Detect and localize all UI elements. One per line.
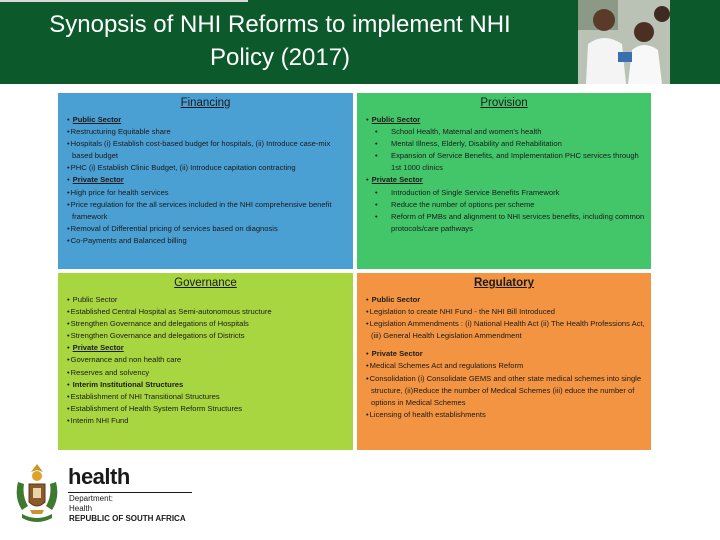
financing-public-heading: • Public Sector <box>64 114 347 126</box>
governance-private-item: • Reserves and solvency <box>64 367 347 379</box>
provision-private-heading: • Private Sector <box>363 174 645 186</box>
slide-title <box>20 8 540 74</box>
financing-private-item: • Removal of Differential pricing of services based on diagnosis <box>64 223 347 235</box>
financing-private-item: • Price regulation for the all services included in the NHI comprehensive benefit framework <box>64 199 347 223</box>
nurse-photo-icon <box>578 0 670 84</box>
health-wordmark: health <box>68 464 130 489</box>
governance-public-item: • Strengthen Governance and delegations of Hospitals <box>64 318 347 330</box>
regulatory-private-heading: • Private Sector <box>363 348 645 360</box>
provision-private-item: • Reform of PMBs and alignment to NHI services benefits, including common protocols/care pathways <box>363 211 645 235</box>
country-label: REPUBLIC OF SOUTH AFRICA <box>69 514 186 523</box>
financing-title: Financing <box>180 97 231 109</box>
governance-interim-item: • Interim NHI Fund <box>64 415 347 427</box>
financing-public-item: • Hospitals (i) Establish cost-based budget for hospitals, (ii) Introduce case-mix based budget <box>64 138 347 162</box>
governance-private-item: • Governance and non health care <box>64 354 347 366</box>
regulatory-private-item: • Licensing of health establishments <box>363 409 645 421</box>
financing-private-item: • Co-Payments and Balanced billing <box>64 235 347 247</box>
header-accent-line <box>0 0 248 2</box>
logo-divider <box>68 492 192 493</box>
governance-interim-item: • Establishment of Health System Reform Structures <box>64 403 347 415</box>
provision-private-item: • Reduce the number of options per scheme <box>363 199 645 211</box>
provision-public-item: • Expansion of Service Benefits, and Implementation PHC services through 1st 1000 clinics <box>363 150 645 174</box>
regulatory-panel <box>357 273 651 450</box>
governance-public-heading: • Public Sector <box>64 294 347 306</box>
provision-public-heading: • Public Sector <box>363 114 645 126</box>
provision-title: Provision <box>480 97 528 109</box>
financing-private-item: • High price for health services <box>64 187 347 199</box>
regulatory-private-item: • Medical Schemes Act and regulations Reform <box>363 360 645 372</box>
financing-private-heading: • Private Sector <box>64 174 347 186</box>
financing-public-item: • PHC (i) Establish Clinic Budget, (ii) Introduce capitation contracting <box>64 162 347 174</box>
regulatory-public-item: • Legislation to create NHI Fund - the NHI Bill Introduced <box>363 306 645 318</box>
department-line-2: Health <box>69 504 93 513</box>
provision-public-item: • Mental Illness, Elderly, Disability and Rehabilitation <box>363 138 645 150</box>
regulatory-private-item: • Consolidation (i) Consolidate GEMS and other state medical schemes into single structure, (ii)Reduce the number of Medical Schemes (iii) educe the number of options in Medical Schemes <box>363 373 645 409</box>
regulatory-title: Regulatory <box>473 277 535 289</box>
title-bar <box>0 0 720 84</box>
regulatory-public-heading: • Public Sector <box>363 294 645 306</box>
provision-panel <box>357 93 651 269</box>
governance-public-item: • Strengthen Governance and delegations of Districts <box>64 330 347 342</box>
regulatory-public-item: • Legislation Ammendments : (i) National Health Act (ii) The Health Professions Act, (iii) General Health Legislation Ammendment <box>363 318 645 342</box>
financing-panel <box>58 93 353 269</box>
governance-private-heading: • Private Sector <box>64 342 347 354</box>
coat-of-arms-icon <box>12 460 62 528</box>
financing-public-item: • Restructuring Equitable share <box>64 126 347 138</box>
department-line-1: Department: <box>69 494 114 503</box>
header-photo <box>578 0 670 84</box>
governance-interim-item: • Establishment of NHI Transitional Structures <box>64 391 347 403</box>
slide-title-line-1: Synopsis of NHI Reforms to implement NHI <box>49 11 511 38</box>
provision-public-item: • School Health, Maternal and women's health <box>363 126 645 138</box>
governance-interim-heading: • Interim Institutional Structures <box>64 379 347 391</box>
governance-panel <box>58 273 353 450</box>
provision-private-item: • Introduction of Single Service Benefits Framework <box>363 187 645 199</box>
department-label <box>69 494 113 514</box>
governance-title: Governance <box>174 277 237 289</box>
governance-public-item: • Established Central Hospital as Semi-autonomous structure <box>64 306 347 318</box>
slide-title-line-2: Policy (2017) <box>209 44 351 71</box>
